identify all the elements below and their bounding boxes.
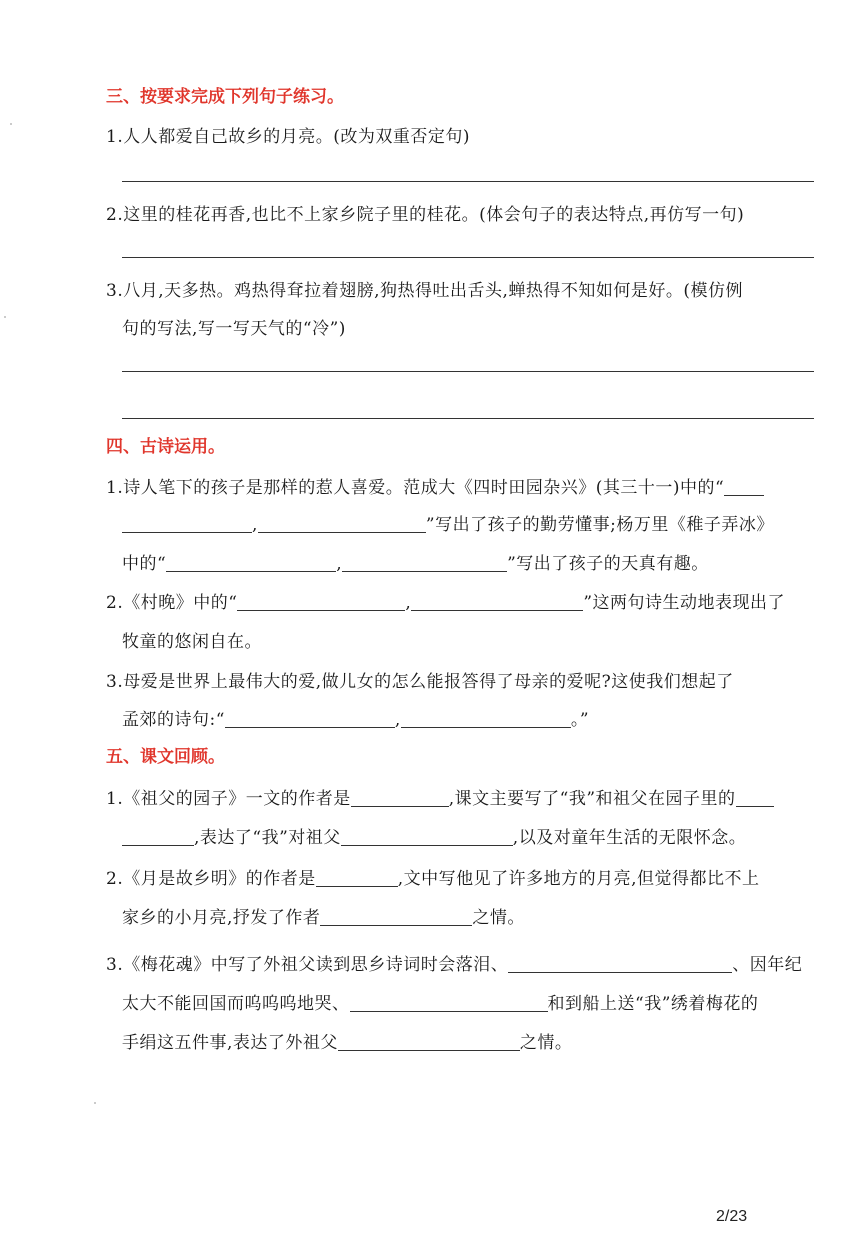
section-5-question-2-line-1: 2.《月是故乡明》的作者是 ,文中写他见了许多地方的月亮,但觉得都比不上: [106, 869, 760, 889]
section-5-question-3-line-1: 3.《梅花魂》中写了外祖父读到思乡诗词时会落泪、 、因年纪: [106, 955, 803, 975]
fill-blank[interactable]: [122, 827, 194, 846]
fill-blank[interactable]: [320, 907, 472, 926]
section-4-question-2-line-1: 2.《村晚》中的“ , ”这两句诗生动地表现出了: [106, 593, 786, 613]
section-4-question-1-line-1: 1.诗人笔下的孩子是那样的惹人喜爱。范成大《四时田园杂兴》(其三十一)中的“: [106, 473, 764, 498]
section-4-heading: 四、古诗运用。: [106, 437, 225, 457]
section-3-question-2: 2.这里的桂花再香,也比不上家乡院子里的桂花。(体会句子的表达特点,再仿写一句): [106, 205, 745, 225]
page-number: 2/23: [716, 1208, 748, 1225]
section-3-question-3-line-1: 3.八月,天多热。鸡热得耷拉着翅膀,狗热得吐出舌头,蝉热得不知如何是好。(模仿例: [106, 281, 744, 301]
fill-blank[interactable]: [411, 592, 583, 611]
fill-blank[interactable]: [508, 954, 732, 973]
section-4-question-1-line-3: 中的“ , ”写出了孩子的天真有趣。: [122, 554, 709, 574]
fill-blank[interactable]: [351, 788, 449, 807]
section-4-question-3-line-2: 孟郊的诗句:“ , 。”: [122, 710, 590, 730]
scan-speck: [10, 123, 12, 125]
section-5-question-3-line-2: 太大不能回国而呜呜呜地哭、 和到船上送“我”绣着梅花的: [122, 994, 759, 1014]
fill-blank[interactable]: [316, 868, 398, 887]
section-5-heading: 五、课文回顾。: [106, 747, 225, 767]
fill-blank[interactable]: [341, 827, 513, 846]
section-4-question-1-line-2: , ”写出了孩子的勤劳懂事;杨万里《稚子弄冰》: [122, 510, 774, 535]
scan-speck: [4, 316, 6, 318]
section-3-heading: 三、按要求完成下列句子练习。: [106, 87, 344, 107]
section-5-question-2-line-2: 家乡的小月亮,抒发了作者 之情。: [122, 908, 525, 928]
fill-blank[interactable]: [166, 553, 336, 572]
section-5-question-1-line-1: 1.《祖父的园子》一文的作者是 ,课文主要写了“我”和祖父在园子里的: [106, 784, 774, 809]
answer-line[interactable]: [122, 418, 814, 419]
answer-line[interactable]: [122, 371, 814, 372]
fill-blank[interactable]: [736, 788, 774, 807]
fill-blank[interactable]: [350, 993, 548, 1012]
fill-blank[interactable]: [237, 592, 405, 611]
fill-blank[interactable]: [258, 514, 426, 533]
section-5-question-1-line-2: ,表达了“我”对祖父 ,以及对童年生活的无限怀念。: [122, 823, 746, 848]
answer-line[interactable]: [122, 257, 814, 258]
answer-line[interactable]: [122, 181, 814, 182]
scan-speck: [94, 1102, 96, 1104]
fill-blank[interactable]: [225, 709, 395, 728]
section-4-question-3-line-1: 3.母爱是世界上最伟大的爱,做儿女的怎么能报答得了母亲的爱呢?这使我们想起了: [106, 672, 734, 692]
fill-blank[interactable]: [122, 514, 252, 533]
section-3-question-1: 1.人人都爱自己故乡的月亮。(改为双重否定句): [106, 127, 470, 147]
section-5-question-3-line-3: 手绢这五件事,表达了外祖父 之情。: [122, 1033, 573, 1053]
fill-blank[interactable]: [342, 553, 507, 572]
fill-blank[interactable]: [401, 709, 571, 728]
section-4-question-2-line-2: 牧童的悠闲自在。: [122, 632, 262, 652]
fill-blank[interactable]: [338, 1032, 520, 1051]
fill-blank[interactable]: [724, 477, 764, 496]
section-3-question-3-line-2: 句的写法,写一写天气的“冷”): [122, 319, 346, 339]
